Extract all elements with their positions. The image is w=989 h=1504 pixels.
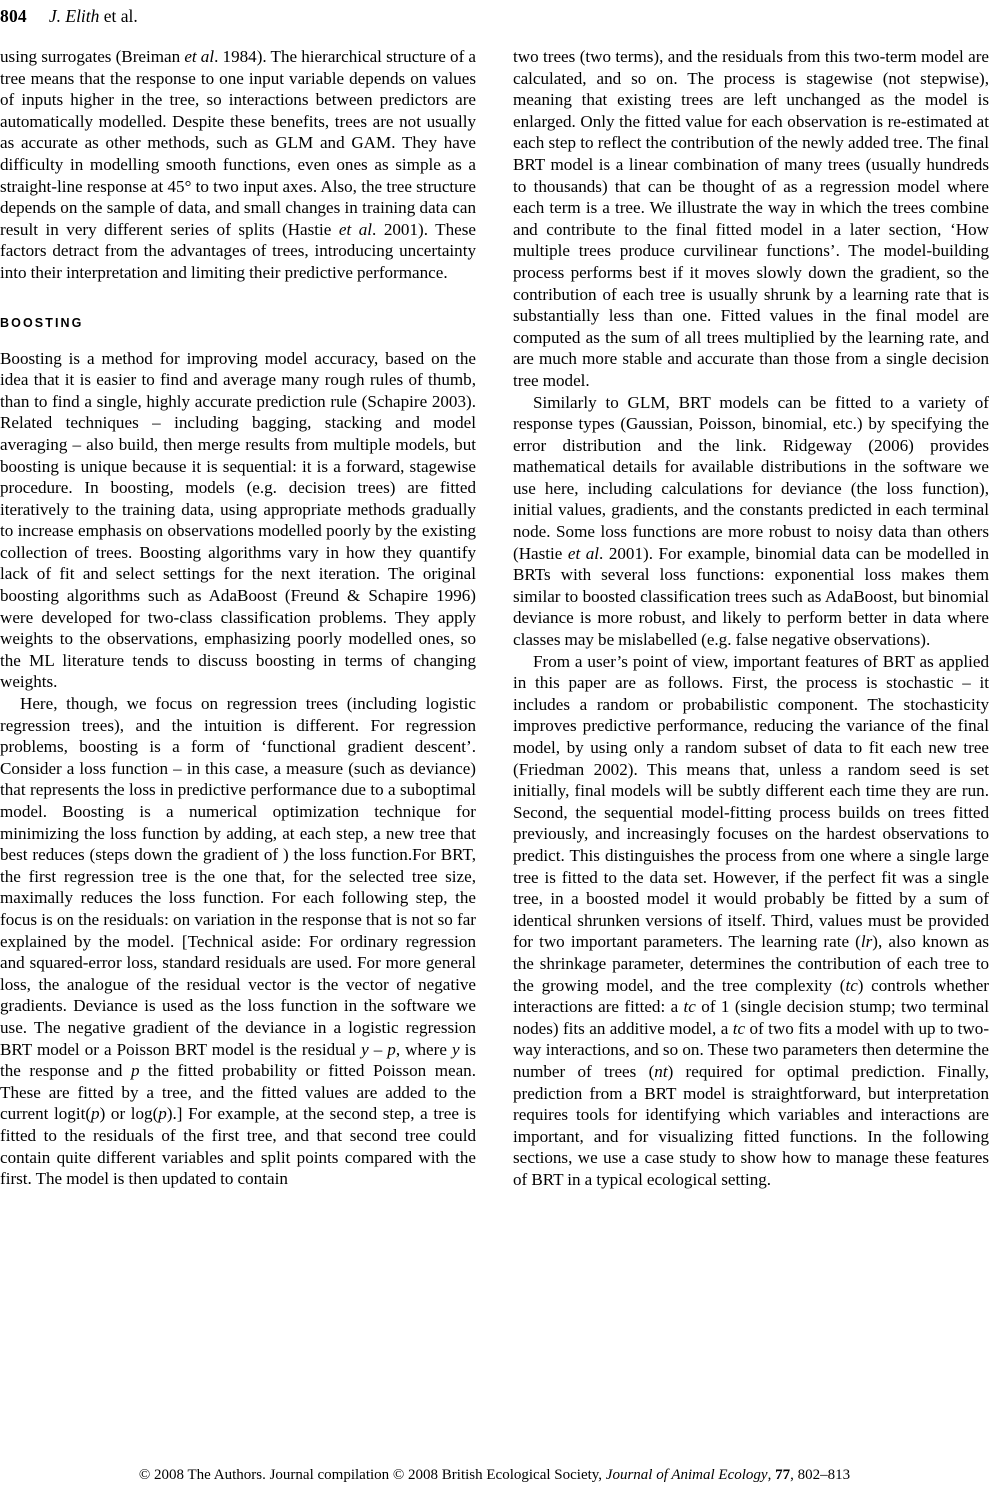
text-run: ) controls whether interactions are fitted: a	[513, 975, 989, 1017]
text-run: ).] For example, at the second step, a tree is fitted to the residuals of the first tree, and that second tree could contain quite different variables and split points compared with the first. The model is then updated to contain	[0, 1104, 476, 1189]
right-column	[513, 46, 989, 1446]
running-head-author-italic: J. Elith	[48, 6, 100, 26]
text-run-italic: y – p	[361, 1039, 396, 1059]
text-run: is the response and	[0, 1039, 476, 1081]
journal-title: Journal of Animal Ecology	[605, 1467, 768, 1483]
paragraph-response-types	[513, 392, 989, 651]
text-run: of two fits a model with up to two-way interactions, and so on. These two parameters then determine the number of trees (	[513, 1018, 989, 1081]
text-run: From a user’s point of view, important features of BRT as applied in this paper are as follows. First, the process is stochastic – it includes a random or probabilistic component. The stochasticity improves predictive performance, reducing the variance of the final model, by using only a random subset of data to fit each new tree (Friedman 2002). This means that, unless a random seed is set initially, final models will be subtly different each time they are run. Second, the sequential model-fitting process builds on trees fitted previously, and increasingly focuses on the hardest observations to predict. This distinguishes the process from one where a single large tree is fitted to the data set. However, if the perfect fit was a single tree, in a boosted model it would probably be fitted by a sum of identical shrunken versions of itself. Third, values must be provided for two important parameters. The learning rate (	[513, 651, 989, 952]
text-run: ) required for optimal prediction. Finally, prediction from a BRT model is straightforward, but interpretation requires tools for identifying which variables and interactions are important, and for visualizing fitted functions. In the following sections, we use a case study to show how to manage these features of BRT in a typical ecological setting.	[513, 1061, 989, 1189]
page-number: 804	[0, 6, 27, 26]
left-column	[0, 46, 476, 1446]
text-run-italic: p	[91, 1104, 100, 1124]
text-run: ), also known as the shrinkage parameter, determines the contribution of each tree to the growing model, and the tree complexity (	[513, 932, 989, 995]
text-run-italic: tc	[845, 975, 858, 995]
text-run: Here, though, we focus on regression trees (including logistic regression trees), and the intuition is different. For regression problems, boosting is a form of ‘functional gradient descent’. Consider a loss function – in this case, a measure (such as deviance) that represents the loss in predictive performance due to a suboptimal model. Boosting is a numerical optimization technique for minimizing the loss function by adding, at each step, a new tree that best reduces (steps down the gradient of ) the loss function.For BRT, the first regression tree is the one that, for the selected tree size, maximally reduces the loss function. For each following step, the focus is on the residuals: on variation in the response that is not so far explained by the model. [Technical aside: For ordinary regression and squared-error loss, standard residuals are used. For more general loss, the analogue of the residual vector is the vector of negative gradients. Deviance is used as the loss function in the software we use. The negative gradient of the deviance in a logistic regression BRT model or a Poisson BRT model is the residual	[0, 694, 476, 1059]
paragraph-continuation-trees	[0, 46, 476, 284]
page-footer	[0, 1466, 989, 1486]
volume-number: 77	[775, 1467, 791, 1483]
text-run: the fitted probability or fitted Poisson mean. These are fitted by a tree, and the fitted values are added to the current logit(	[0, 1061, 476, 1124]
text-run-italic: et al	[567, 543, 600, 563]
spacer	[0, 331, 476, 348]
running-head	[0, 6, 600, 27]
paragraph-stagewise	[513, 46, 989, 392]
running-head-authors	[49, 6, 138, 26]
text-run: ) or log(	[99, 1104, 159, 1124]
text-run-italic: et al	[184, 47, 215, 66]
text-run-italic: tc	[732, 1018, 746, 1038]
text-run-italic: nt	[654, 1061, 668, 1081]
text-run: , where	[395, 1039, 452, 1059]
text-run-italic: p	[158, 1104, 167, 1124]
copyright-text: © 2008 The Authors. Journal compilation © 2008 British Ecological Society,	[138, 1467, 606, 1483]
footer-separator: ,	[767, 1467, 776, 1483]
text-run: . 2001). For example, binomial data can be modelled in BRTs with several loss functions: exponential loss makes them similar to boosted classification trees such as AdaBoost, but binomial deviance is more robust, and likely to perform better in data where classes may be mislabelled (e.g. false negative observations).	[513, 543, 989, 650]
running-head-etal: et al.	[99, 6, 138, 26]
text-run-italic: p	[130, 1061, 140, 1081]
text-run-italic: lr	[860, 932, 873, 952]
text-run: two trees (two terms), and the residuals from this two-term model are calculated, and so on. The process is stagewise (not stepwise), meaning that existing trees are left unchanged as the model is enlarged. Only the fitted value for each observation is re-estimated at each step to reflect the contribution of the newly added tree. The final BRT model is a linear combination of many trees (usually hundreds to thousands) that can be thought of as a regression model where each term is a tree. We illustrate the way in which the trees combine and contribute to the final fitted model in a later section, ‘How multiple trees produce curvilinear functions’. The model-building process performs best if it moves slowly down the gradient, so the contribution of each tree is usually shrunk by a learning rate that is substantially less than one. Fitted values in the final model are computed as the sum of all trees multiplied by the learning rate, and are much more stable and accurate than those from a single decision tree model.	[513, 47, 989, 390]
paragraph-regression-trees	[0, 693, 476, 1190]
text-run: Boosting is a method for improving model accuracy, based on the idea that it is easier to find and average many rough rules of thumb, than to find a single, highly accurate prediction rule (Schapire 2003). Related techniques – including bagging, stacking and model averaging – also build, then merge results from multiple models, but boosting is unique because it is sequential: it is a forward, stagewise procedure. In boosting, models (e.g. decision trees) are fitted iteratively to the training data, using appropriate methods gradually to increase emphasis on observations modelled poorly by the existing collection of trees. Boosting algorithms vary in how they quantify lack of fit and select settings for the next iteration. The original boosting algorithms such as AdaBoost (Freund & Schapire 1996) were developed for two-class classification problems. They apply weights to the observations, emphasizing poorly modelled ones, so the ML literature tends to discuss boosting in terms of changing weights.	[0, 348, 476, 692]
text-run-italic: y	[451, 1039, 460, 1059]
spacer	[0, 284, 476, 316]
text-run: of 1 (single decision stump; two terminal nodes) fits an additive model, a	[513, 997, 989, 1038]
text-run: . 2001). These factors detract from the advantages of trees, introducing uncertainty into their interpretation and limiting their predictive performance.	[0, 219, 476, 282]
paragraph-boosting-intro	[0, 348, 476, 694]
text-run: using surrogates (Breiman	[0, 47, 185, 66]
page-range: , 802–813	[790, 1467, 851, 1483]
body-columns	[0, 46, 989, 1446]
text-run-italic: tc	[683, 997, 696, 1017]
paragraph-user-features	[513, 651, 989, 1191]
text-run: . 1984). The hierarchical structure of a tree means that the response to one input variable depends on values of inputs higher in the tree, so interactions between predictors are automatically modelled. Despite these benefits, trees are not usually as accurate as other methods, such as GLM and GAM. They have difficulty in modelling smooth functions, even ones as simple as a straight-line response at 45° to two input axes. Also, the tree structure depends on the sample of data, and small changes in training data can result in very different series of splits (Hastie	[0, 47, 476, 239]
text-run-italic: et al	[338, 219, 373, 239]
section-heading-boosting: BOOSTING	[0, 315, 84, 330]
text-run: Similarly to GLM, BRT models can be fitted to a variety of response types (Gaussian, Poisson, binomial, etc.) by specifying the error distribution and the link. Ridgeway (2006) provides mathematical details for available distributions in the software we use here, including calculations for deviance (the loss function), initial values, gradients, and the constants predicted in each terminal node. Some loss functions are more robust to noisy data than others (Hastie	[513, 392, 989, 563]
